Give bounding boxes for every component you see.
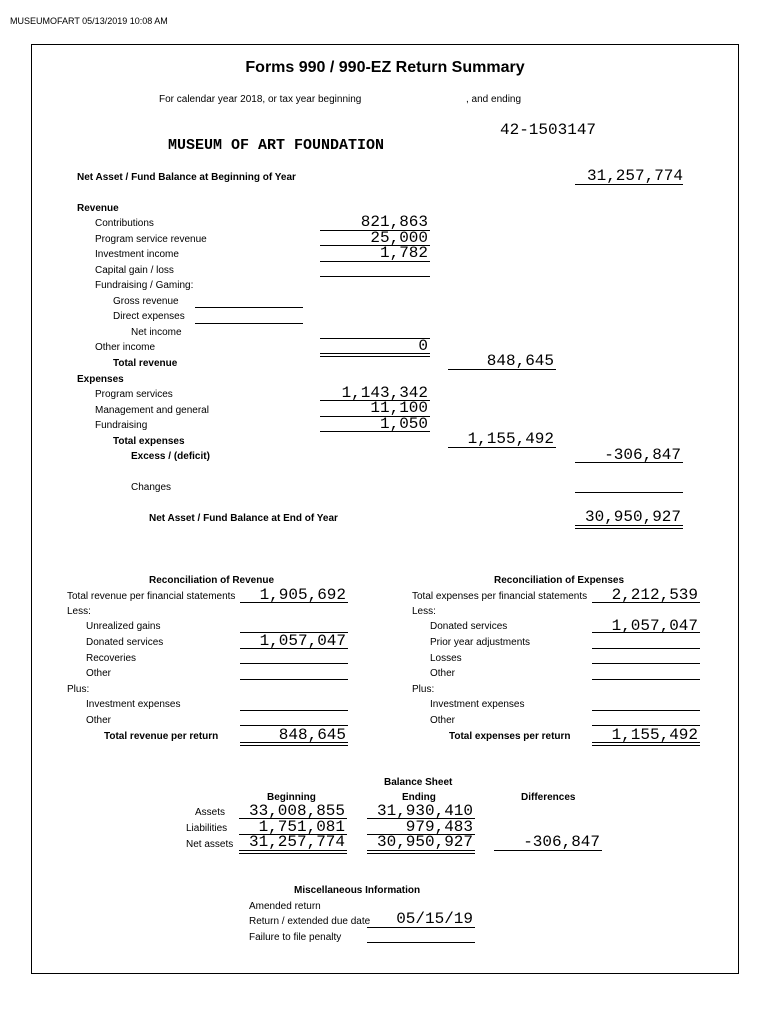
bs-liabilities-beginning: 1,751,081	[258, 818, 345, 836]
gross-revenue-label: Gross revenue	[113, 296, 179, 307]
excess-deficit-label: Excess / (deficit)	[131, 451, 210, 462]
recon-exp-total-label: Total expenses per return	[449, 731, 571, 742]
recon-exp-total-double-line	[592, 742, 700, 746]
recon-rev-total-fs-line	[240, 602, 348, 603]
recon-exp-other2-label: Other	[430, 715, 456, 726]
recon-rev-other2-label: Other	[86, 715, 112, 726]
other-income-value: 0	[418, 337, 428, 355]
investment-income-label: Investment income	[95, 249, 179, 260]
recon-exp-total-fs-line	[592, 602, 700, 603]
bs-net-assets-difference-line	[494, 850, 602, 851]
bs-assets-beginning: 33,008,855	[248, 802, 345, 820]
expenses-heading: Expenses	[77, 374, 124, 385]
fundraising-value: 1,050	[379, 415, 428, 433]
fundraising-line	[320, 431, 430, 432]
bs-net-assets-difference: -306,847	[523, 833, 600, 851]
recon-rev-less-label: Less:	[67, 606, 91, 617]
net-begin-value: 31,257,774	[586, 167, 683, 185]
misc-heading: Miscellaneous Information	[294, 885, 421, 896]
recon-rev-plus-label: Plus:	[67, 684, 90, 695]
recon-revenue-heading: Reconciliation of Revenue	[149, 575, 275, 586]
investment-income-value: 1,782	[379, 244, 428, 262]
recon-rev-total-value: 848,645	[278, 726, 346, 744]
program-service-label: Program service revenue	[95, 234, 207, 245]
net-income-label: Net income	[131, 327, 182, 338]
and-ending-label: , and ending	[466, 94, 522, 105]
recon-exp-other1-label: Other	[430, 668, 456, 679]
other-income-double-line	[320, 353, 430, 357]
changes-label: Changes	[131, 482, 172, 493]
recon-exp-total-fs-value: 2,212,539	[611, 586, 698, 604]
recon-rev-total-double-line	[240, 742, 348, 746]
bs-net-assets-beginning: 31,257,774	[248, 833, 345, 851]
recon-rev-unrealized-label: Unrealized gains	[86, 621, 161, 632]
program-services-label: Program services	[95, 389, 173, 400]
gross-revenue-line	[195, 307, 303, 308]
total-revenue-line	[448, 369, 556, 370]
fundraising-gaming-label: Fundraising / Gaming:	[95, 280, 194, 291]
recon-rev-donated-line	[240, 648, 348, 649]
recon-rev-total-label: Total revenue per return	[104, 731, 219, 742]
bs-assets-ending: 31,930,410	[376, 802, 473, 820]
organization-name: MUSEUM OF ART FOUNDATION	[168, 137, 385, 154]
misc-due-date-label: Return / extended due date	[249, 916, 371, 927]
recon-exp-donated-label: Donated services	[430, 621, 508, 632]
bs-col-differences: Differences	[521, 792, 576, 803]
total-revenue-label: Total revenue	[113, 358, 178, 369]
other-income-label: Other income	[95, 342, 156, 353]
recon-rev-other1-line	[240, 679, 348, 680]
recon-exp-plus-label: Plus:	[412, 684, 435, 695]
recon-expenses-heading: Reconciliation of Expenses	[494, 575, 625, 586]
net-end-label: Net Asset / Fund Balance at End of Year	[149, 513, 338, 524]
balance-sheet-heading: Balance Sheet	[384, 777, 453, 788]
recon-rev-investment-label: Investment expenses	[86, 699, 181, 710]
contributions-label: Contributions	[95, 218, 154, 229]
recon-exp-investment-line	[592, 710, 700, 711]
revenue-heading: Revenue	[77, 203, 119, 214]
misc-failure-line	[367, 942, 475, 943]
net-begin-line	[575, 184, 683, 185]
recon-exp-other1-line	[592, 679, 700, 680]
print-stamp: MUSEUMOFART 05/13/2019 10:08 AM	[10, 16, 168, 26]
bs-net-assets-ending-line	[367, 850, 475, 854]
recon-rev-recoveries-label: Recoveries	[86, 653, 137, 664]
contributions-value: 821,863	[360, 213, 428, 231]
recon-exp-investment-label: Investment expenses	[430, 699, 525, 710]
misc-failure-label: Failure to file penalty	[249, 932, 342, 943]
capital-gain-label: Capital gain / loss	[95, 265, 174, 276]
recon-exp-prior-line	[592, 648, 700, 649]
fundraising-label: Fundraising	[95, 420, 148, 431]
capital-gain-line	[320, 276, 430, 277]
direct-expenses-line	[195, 323, 303, 324]
recon-rev-donated-value: 1,057,047	[259, 632, 346, 650]
total-revenue-value: 848,645	[486, 352, 554, 370]
bs-assets-label: Assets	[195, 807, 226, 818]
recon-exp-total-fs-label: Total expenses per financial statements	[412, 591, 588, 602]
recon-rev-other1-label: Other	[86, 668, 112, 679]
bs-col-ending: Ending	[402, 792, 436, 803]
bs-liabilities-ending: 979,483	[405, 818, 473, 836]
misc-amended-label: Amended return	[249, 901, 321, 912]
recon-rev-total-fs-value: 1,905,692	[259, 586, 346, 604]
program-service-value: 25,000	[370, 229, 428, 247]
net-end-double-line	[575, 525, 683, 529]
recon-exp-less-label: Less:	[412, 606, 436, 617]
bs-net-assets-beginning-line	[239, 850, 347, 854]
bs-net-assets-ending: 30,950,927	[376, 833, 473, 851]
investment-income-line	[320, 261, 430, 262]
total-expenses-line	[448, 447, 556, 448]
management-label: Management and general	[95, 405, 209, 416]
misc-due-date-line	[367, 927, 475, 928]
recon-rev-donated-label: Donated services	[86, 637, 164, 648]
recon-rev-investment-line	[240, 710, 348, 711]
page-title: Forms 990 / 990-EZ Return Summary	[245, 59, 525, 76]
bs-liabilities-label: Liabilities	[186, 823, 228, 834]
recon-rev-total-fs-label: Total revenue per financial statements	[67, 591, 236, 602]
management-value: 11,100	[370, 399, 428, 417]
recon-exp-prior-label: Prior year adjustments	[430, 637, 531, 648]
recon-exp-donated-line	[592, 632, 700, 633]
excess-deficit-value: -306,847	[604, 446, 681, 464]
calendar-year-label: For calendar year 2018, or tax year beginning	[159, 94, 362, 105]
total-expenses-label: Total expenses	[113, 436, 185, 447]
recon-rev-recoveries-line	[240, 663, 348, 664]
total-expenses-value: 1,155,492	[467, 430, 554, 448]
recon-exp-losses-line	[592, 663, 700, 664]
changes-line	[575, 492, 683, 493]
misc-due-date-value: 05/15/19	[396, 910, 473, 928]
recon-exp-total-value: 1,155,492	[611, 726, 698, 744]
bs-col-beginning: Beginning	[267, 792, 316, 803]
net-end-value: 30,950,927	[584, 508, 681, 526]
recon-exp-losses-label: Losses	[430, 653, 462, 664]
recon-exp-donated-value: 1,057,047	[611, 617, 698, 635]
net-begin-label: Net Asset / Fund Balance at Beginning of Year	[77, 172, 296, 183]
ein: 42-1503147	[500, 121, 597, 139]
direct-expenses-label: Direct expenses	[113, 311, 185, 322]
program-services-value: 1,143,342	[341, 384, 428, 402]
excess-deficit-line	[575, 462, 683, 463]
bs-net-assets-label: Net assets	[186, 839, 234, 850]
